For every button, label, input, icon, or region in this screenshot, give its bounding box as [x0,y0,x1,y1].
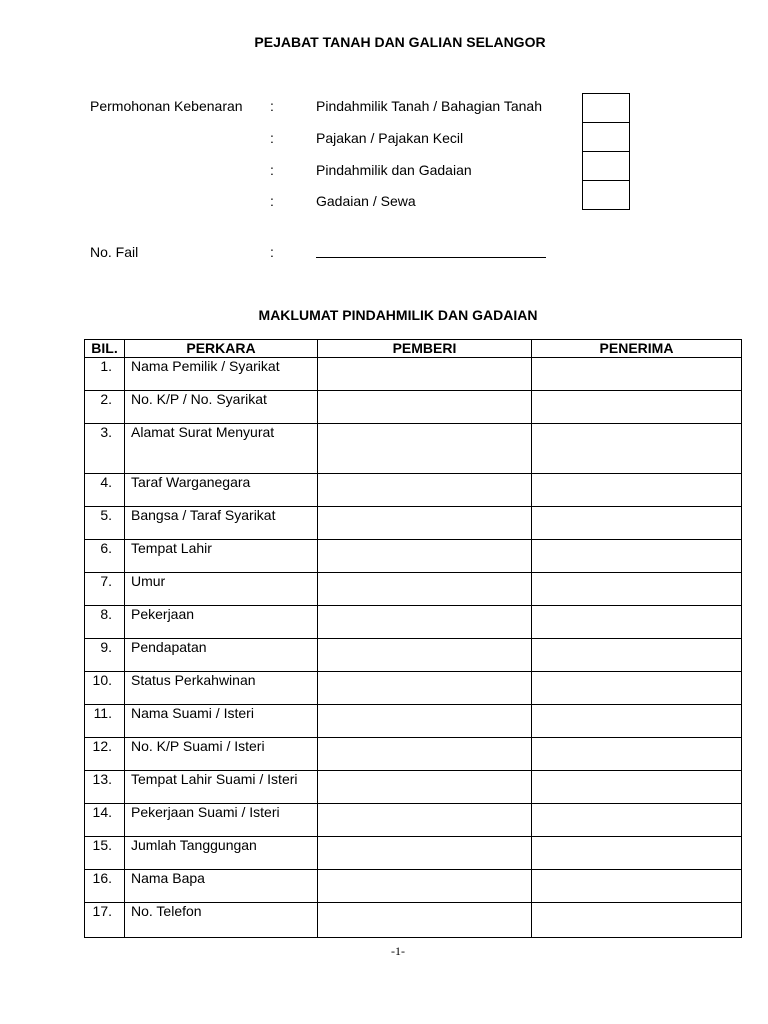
table-row [85,424,742,474]
section-title: MAKLUMAT PINDAHMILIK DAN GADAIAN [258,307,538,323]
table-header-row [85,340,742,358]
penerima-cell[interactable] [532,474,742,507]
row-number: 8. [85,606,125,639]
row-item: Bangsa / Taraf Syarikat [125,507,318,540]
table-row [85,639,742,672]
table-row [85,804,742,837]
table-row [85,474,742,507]
table-row [85,672,742,705]
row-item: Alamat Surat Menyurat [125,424,318,474]
row-item: No. K/P / No. Syarikat [125,391,318,424]
option-gadaian-sewa: Gadaian / Sewa [316,193,416,209]
table-row [85,705,742,738]
row-item: Status Perkahwinan [125,672,318,705]
checkbox-pindahmilik-gadaian[interactable] [582,151,630,181]
table-row [85,903,742,938]
row-item: Tempat Lahir [125,540,318,573]
row-item: Taraf Warganegara [125,474,318,507]
pemberi-cell[interactable] [318,870,532,903]
row-number: 15. [85,837,125,870]
table-row [85,358,742,391]
option-pajakan: Pajakan / Pajakan Kecil [316,130,464,146]
pemberi-cell[interactable] [318,507,532,540]
header-bil: BIL. [85,340,125,358]
row-item: No. K/P Suami / Isteri [125,738,318,771]
row-item: Umur [125,573,318,606]
colon-separator: : [270,130,274,146]
table-row [85,507,742,540]
penerima-cell[interactable] [532,507,742,540]
file-number-field[interactable] [316,257,546,258]
row-number: 13. [85,771,125,804]
pemberi-cell[interactable] [318,672,532,705]
row-number: 4. [85,474,125,507]
table-row [85,738,742,771]
checkbox-pindahmilik-tanah[interactable] [582,93,630,123]
table-row [85,391,742,424]
penerima-cell[interactable] [532,391,742,424]
row-item: Jumlah Tanggungan [125,837,318,870]
row-number: 14. [85,804,125,837]
penerima-cell[interactable] [532,705,742,738]
penerima-cell[interactable] [532,903,742,938]
page-title: PEJABAT TANAH DAN GALIAN SELANGOR [254,34,546,50]
row-item: Pendapatan [125,639,318,672]
pemberi-cell[interactable] [318,424,532,474]
table-row [85,837,742,870]
colon-separator: : [270,244,274,260]
pemberi-cell[interactable] [318,573,532,606]
row-number: 11. [85,705,125,738]
row-number: 5. [85,507,125,540]
table-row [85,606,742,639]
row-number: 10. [85,672,125,705]
pemberi-cell[interactable] [318,474,532,507]
table-row [85,771,742,804]
pemberi-cell[interactable] [318,606,532,639]
penerima-cell[interactable] [532,573,742,606]
pemberi-cell[interactable] [318,804,532,837]
penerima-cell[interactable] [532,771,742,804]
penerima-cell[interactable] [532,672,742,705]
option-pindahmilik-gadaian: Pindahmilik dan Gadaian [316,162,472,178]
pemberi-cell[interactable] [318,705,532,738]
row-number: 2. [85,391,125,424]
penerima-cell[interactable] [532,804,742,837]
file-number-label: No. Fail [90,244,139,260]
penerima-cell[interactable] [532,870,742,903]
pemberi-cell[interactable] [318,358,532,391]
row-item: Pekerjaan Suami / Isteri [125,804,318,837]
table-row [85,870,742,903]
penerima-cell[interactable] [532,639,742,672]
penerima-cell[interactable] [532,837,742,870]
penerima-cell[interactable] [532,358,742,391]
colon-separator: : [270,162,274,178]
pemberi-cell[interactable] [318,639,532,672]
table-row [85,540,742,573]
application-label: Permohonan Kebenaran [90,98,243,114]
row-number: 9. [85,639,125,672]
colon-separator: : [270,193,274,209]
penerima-cell[interactable] [532,606,742,639]
row-number: 16. [85,870,125,903]
option-pindahmilik-tanah: Pindahmilik Tanah / Bahagian Tanah [316,98,542,114]
pemberi-cell[interactable] [318,903,532,938]
row-number: 3. [85,424,125,474]
row-item: Nama Suami / Isteri [125,705,318,738]
header-pemberi: PEMBERI [318,340,532,358]
penerima-cell[interactable] [532,424,742,474]
checkbox-pajakan[interactable] [582,122,630,152]
pemberi-cell[interactable] [318,837,532,870]
row-item: Tempat Lahir Suami / Isteri [125,771,318,804]
pemberi-cell[interactable] [318,771,532,804]
row-number: 6. [85,540,125,573]
row-item: Nama Pemilik / Syarikat [125,358,318,391]
row-item: Pekerjaan [125,606,318,639]
checkbox-gadaian-sewa[interactable] [582,180,630,210]
table-row [85,573,742,606]
penerima-cell[interactable] [532,738,742,771]
pemberi-cell[interactable] [318,391,532,424]
penerima-cell[interactable] [532,540,742,573]
row-number: 1. [85,358,125,391]
page-number: -1- [391,944,405,958]
row-item: No. Telefon [125,903,318,938]
row-item: Nama Bapa [125,870,318,903]
pemberi-cell[interactable] [318,738,532,771]
row-number: 7. [85,573,125,606]
colon-separator: : [270,98,274,114]
header-perkara: PERKARA [125,340,318,358]
pemberi-cell[interactable] [318,540,532,573]
row-number: 17. [85,903,125,938]
header-penerima: PENERIMA [532,340,742,358]
row-number: 12. [85,738,125,771]
transfer-details-table [84,339,742,938]
